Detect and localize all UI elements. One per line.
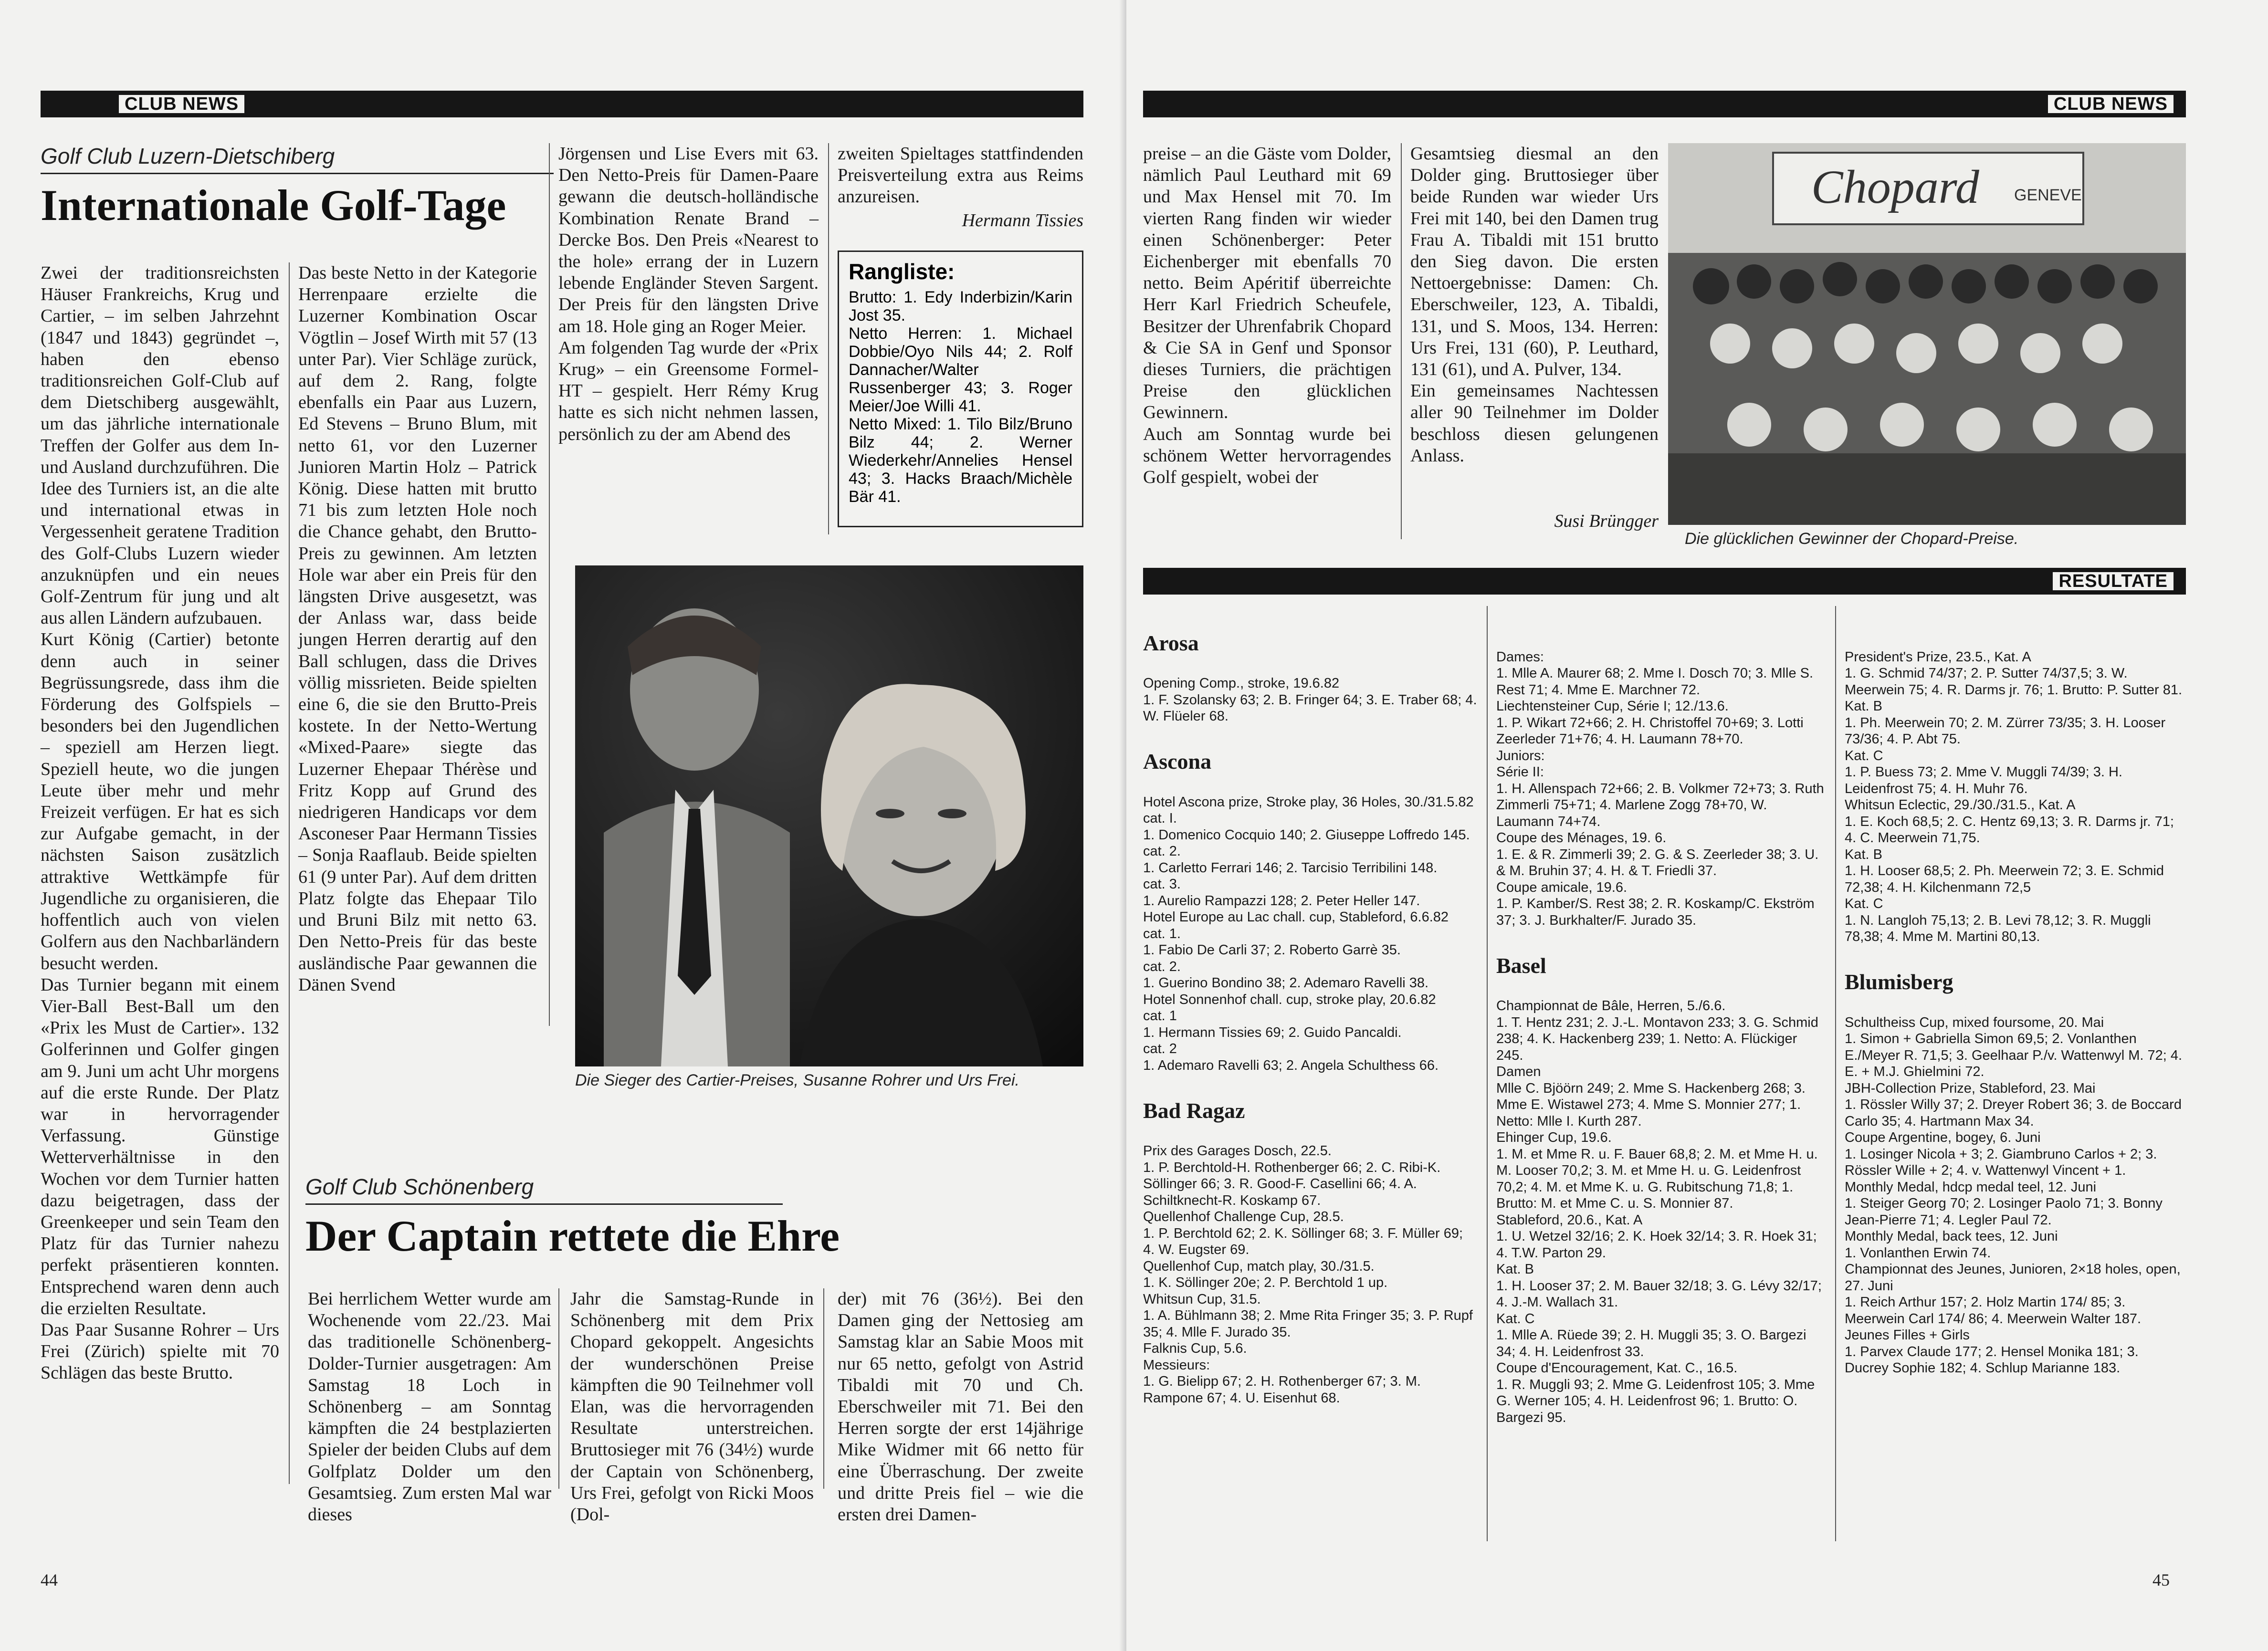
club-heading: Blumisberg (1845, 970, 1953, 994)
story-continuation-column-2: Gesamtsieg diesmal an den Dolder ging. Bruttosieger über beide Runden war wieder Urs Frei mit 140, bei den Damen trug Frau A. Tibaldi mit 151 brutto den Sieg davon. Die ersten Nettoergebnisse: Damen: Ch. Eberschweiler, 123, A. Tibaldi, 131, und S. Moos, 134. Herren: Urs Frei, 131 (60), P. Leuthard, 131 (61), und A. Pulver, 134. Ein gemeinsames Nachtessen aller 90 Teilnehmer im Dolder beschloss diesen gelungenen Anlass. (1410, 144, 1659, 466)
byline: Hermann Tissies (962, 210, 1083, 230)
column-rule (1835, 606, 1836, 1541)
page-number: 45 (2152, 1570, 2170, 1589)
story-kicker: Golf Club Luzern-Dietschiberg (41, 144, 335, 168)
club-news-bar (1143, 91, 2186, 117)
left-page (0, 0, 1126, 1651)
story-column-1: Bei herrlichem Wetter wurde am Wochenende vom 22./23. Mai das traditionelle Schönenberg-Dolder-Turnier ausgetragen: Am Samstag 18 Loch in Schönenberg – am Sonntag kämpften die 24 bestplazierten Spieler der beiden Clubs auf dem Golfplatz Dolder um den Gesamtsieg. Zum ersten Mal war dieses (308, 1289, 551, 1525)
story-column-2: Das beste Netto in der Kategorie Herrenpaare erzielte die Luzerner Kombination Oscar Vögtlin – Josef Wirth mit 57 (13 unter Par). Vier Schläge zurück, auf dem 2. Rang, folgte ebenfalls ein Paar aus Luzern, Ed Stevens – Bruno Blum, mit netto 61, vor den Luzerner Junioren Martin Holz – Patrick König. Diese hatten mit brutto 71 bis zum letzten Hole noch die Chance gehabt, den Brutto-Preis zu gewinnen. Am letzten Hole war aber ein Preis für den längsten Drive ausgesetzt, was der Anlass war, dass beide jungen Herren derartig auf den Ball schlugen, dass die Drives völlig missrieten. Beide spielten eine 6, die sie den Brutto-Preis kostete. In der Netto-Wertung «Mixed-Paare» siegte das Luzerner Ehepaar Thérèse und Fritz Kopp auf Grund des niedrigeren Handicaps vor dem Asconeser Paar Hermann Tissies – Sonja Raaflaub. Beide spielten 61 (9 unter Par). Auf dem dritten Platz folgte das Ehepaar Tilo und Bruni Bilz mit netto 63. Den Netto-Preis für das beste ausländische Paar gewannen die Dänen Svend (298, 263, 537, 995)
section-tag: CLUB NEWS (117, 93, 246, 115)
story-column-3: Jörgensen und Lise Evers mit 63. Den Netto-Preis für Damen-Paare gewann die deutsch-holländische Kombination Renate Brand – Dercke Bos. Den Preis «Nearest to the hole» errang der in Luzern lebende Engländer Steven Sargent. Der Preis für den längsten Drive am 18. Hole ging an Roger Meier. Am folgenden Tag wurde der «Prix Krug» – ein Greensome Formel- HT – gespielt. Herr Rémy Krug hatte es sich nicht nehmen lassen, persönlich zu der am Abend des (558, 144, 819, 444)
club-heading: Arosa (1143, 630, 1199, 655)
photo-caption: Die Sieger des Cartier-Preises, Susanne Rohrer und Urs Frei. (575, 1071, 1019, 1089)
kicker-rule (305, 1203, 783, 1205)
story-continuation-column-1: preise – an die Gäste vom Dolder, nämlich Paul Leuthard mit 69 und Max Hensel mit 70. Im vierten Rang finden wir wieder einen Schönenberger: Peter Eichenberger mit ebenfalls 70 netto. Beim Apéritif überreichte Herr Karl Friedrich Scheufele, Besitzer der Uhrenfabrik Chopard & Cie SA in Genf und Sponsor dieses Turniers, die prächtigen Preise den glücklichen Gewinnern. Auch am Sonntag wurde bei schönem Wetter hervorragendes Golf gespielt, wobei der (1143, 144, 1391, 488)
column-rule (828, 143, 829, 534)
club-results: Prix des Garages Dosch, 22.5. 1. P. Berchtold-H. Rothenberger 66; 2. C. Ribi-K. Söllinger 66; 3. R. Good-F. Casellini 66; 4. A. Schiltknecht-R. Koskamp 67. Quellenhof Challenge Cup, 28.5. 1. P. Berchtold 62; 2. K. Söllinger 68; 3. F. Müller 69; 4. W. Eugster 69. Quellenhof Cup, match play, 30./31.5. 1. K. Söllinger 20e; 2. P. Berchtold 1 up. Whitsun Cup, 31.5. 1. A. Bühlmann 38; 2. Mme Rita Fringer 35; 3. P. Rupf 35; 4. Mlle F. Jurado 35. Falknis Cup, 5.6. Messieurs: 1. G. Bielipp 67; 2. H. Rothenberger 67; 3. M. Rampone 67; 4. U. Eisenhut 68. (1143, 1143, 1473, 1406)
right-page (1126, 0, 2268, 1651)
column-rule (558, 1288, 559, 1489)
section-tag: CLUB NEWS (2046, 93, 2175, 115)
story-column-3: der) mit 76 (36½). Bei den Damen ging der Nettosieg am Samstag klar an Sabie Moos mit nur 65 netto, gefolgt von Astrid Tibaldi mit 70 und Ch. Eberschweiler mit 71. Bei den Herren sorgte der erst 14jährige Mike Widmer mit 66 netto für eine Überraschung. Der zweite und dritte Preis fiel – wie die ersten drei Damen- (838, 1289, 1083, 1525)
photo-sign-subtext: GENEVE (2014, 186, 2082, 204)
photo-illustration (575, 565, 1083, 1066)
results-column-2 (1496, 632, 1826, 1442)
club-results: Opening Comp., stroke, 19.6.82 1. F. Szolansky 63; 2. B. Fringer 64; 3. E. Traber 68; 4. W. Flüeler 68. (1143, 676, 1477, 724)
photo-illustration (1668, 143, 2186, 525)
club-heading: Basel (1496, 953, 1546, 978)
column-rule (289, 262, 290, 1484)
column-rule (1487, 606, 1488, 1541)
section-tag: RESULTATE (2051, 570, 2175, 592)
rangliste-title: Rangliste: (849, 259, 955, 284)
photo-sign-text: Chopard (1811, 160, 1979, 213)
club-results: Schultheiss Cup, mixed foursome, 20. Mai 1. Simon + Gabriella Simon 69,5; 2. Vonlanthen E./Meyer R. 71,5; 3. Geelhaar P./v. Wattenwyl M. 72; 4. E. + M.J. Ghielmini 72. JBH-Collection Prize, Stableford, 23. Mai 1. Rössler Willy 37; 2. Dreyer Robert 36; 3. de Boccard Carlo 35; 4. Hartmann Max 34. Coupe Argentine, bogey, 6. Juni 1. Losinger Nicola + 3; 2. Giambruno Carlos + 2; 3. Rössler Wille + 2; 4. v. Wattenwyl Vincent + 1. Monthly Medal, hdcp medal teel, 12. Juni 1. Steiger Georg 70; 2. Losinger Paolo 71; 3. Bonny Jean-Pierre 71; 4. Legler Paul 72. Monthly Medal, back tees, 12. Juni 1. Vonlanthen Erwin 74. Championnat des Jeunes, Junioren, 2×18 holes, open, 27. Juni 1. Reich Arthur 157; 2. Holz Martin 174/ 85; 3. Meerwein Carl 174/ 86; 4. Meerwein Walter 187. Jeunes Filles + Girls 1. Parvex Claude 177; 2. Hensel Monika 181; 3. Ducrey Sophie 182; 4. Schlup Marianne 183. (1845, 1014, 2183, 1376)
column-rule (823, 1288, 824, 1489)
byline: Susi Brüngger (1554, 511, 1659, 531)
story-column-1: Zwei der traditionsreichsten Häuser Frankreichs, Krug und Cartier, – im selben Jahrzehnt (1847 und 1843) gegründet –, haben den ebenso traditionsreichen Golf-Club auf dem Dietschiberg ausgewählt, um das jährliche internationale Treffen der Golfer aus dem In- und Ausland durchzuführen. Die Idee des Turniers ist, an die alte und international etwas in Vergessenheit geratene Tradition des Golf-Clubs Luzern wieder anzuknüpfen und ein neues Golf-Zentrum für jung und alt aus allen Ländern aufzubauen. Kurt König (Cartier) betonte denn auch in seiner Begrüssungsrede, dass ihm die Förderung des Golfspiels – besonders bei den Jugendlichen – speziell am Herzen liegt. Speziell heute, wo die jungen Leute über mehr und mehr Freizeit verfügen. Er hat es sich zur Aufgabe gemacht, in der nächsten Saison zusätzlich attraktive Wettkämpfe für Jugendliche zu organisieren, die hoffentlich auch von vielen Golfern aus den Nachbarländern besucht werden. Das Turnier begann mit einem Vier-Ball Best-Ball um den «Prix les Must de Cartier». 132 Golferinnen und Golfer gingen am 9. Juni um acht Uhr morgens auf die erste Runde. Der Platz war in hervorragender Verfassung. Günstige Wetterverhältnisse in den Wochen vor dem Turnier hatten dazu beigetragen, dass der Greenkeeper und sein Team den Platz für das Turnier nahezu perfekt präsentieren konnten. Entsprechend waren denn auch die erzielten Resultate. Das Paar Susanne Rohrer – Urs Frei (Zürich) spielte mit 70 Schlägen das beste Brutto. (41, 263, 279, 1383)
rangliste-box (838, 251, 1083, 527)
cartier-winners-photo (575, 565, 1083, 1066)
page-number: 44 (41, 1570, 58, 1589)
story-headline: Der Captain rettete die Ehre (305, 1212, 840, 1260)
kicker-rule (41, 173, 554, 174)
resultate-bar (1143, 568, 2186, 595)
club-news-bar (41, 91, 1083, 117)
club-heading: Ascona (1143, 749, 1212, 773)
club-results: Dames: 1. Mlle A. Maurer 68; 2. Mme I. Dosch 70; 3. Mlle S. Rest 71; 4. Mme E. Marchner 72. Liechtensteiner Cup, Série I; 12./13.6. 1. P. Wikart 72+66; 2. H. Christoffel 70+69; 3. Lotti Zeerleder 71+76; 4. H. Laumann 78+70. Juniors: Série II: 1. H. Allenspach 72+66; 2. B. Volkmer 72+73; 3. Ruth Zimmerli 75+71; 4. Marlene Zogg 78+70, W. Laumann 74+74. Coupe des Ménages, 19. 6. 1. E. & R. Zimmerli 39; 2. G. & S. Zeerleder 38; 3. U. & M. Bruhin 37; 4. H. & T. Friedli 37. Coupe amicale, 19.6. 1. P. Kamber/S. Rest 38; 2. R. Koskamp/C. Ekström 37; 3. J. Burkhalter/F. Jurado 35. (1496, 649, 1824, 928)
results-column-1 (1143, 606, 1477, 1423)
club-results: President's Prize, 23.5., Kat. A 1. G. Schmid 74/37; 2. P. Sutter 74/37,5; 3. W. Meerwein 75; 4. R. Darms jr. 76; 1. Brutto: P. Sutter 81. Kat. B 1. Ph. Meerwein 70; 2. M. Zürrer 73/35; 3. H. Looser 73/36; 4. P. Abt 75. Kat. C 1. P. Buess 73; 2. Mme V. Muggli 74/39; 3. H. Leidenfrost 75; 4. H. Muhr 76. Whitsun Eclectic, 29./30./31.5., Kat. A 1. E. Koch 68,5; 2. C. Hentz 69,13; 3. R. Darms jr. 71; 4. C. Meerwein 71,75. Kat. B 1. H. Looser 68,5; 2. Ph. Meerwein 72; 3. E. Schmid 72,38; 4. H. Kilchenmann 72,5 Kat. C 1. N. Langloh 75,13; 2. B. Levi 78,12; 3. R. Muggli 78,38; 4. Mme M. Martini 80,13. (1845, 649, 2183, 944)
story-headline: Internationale Golf-Tage (41, 181, 506, 230)
club-heading: Bad Ragaz (1143, 1098, 1245, 1123)
results-column-3 (1845, 632, 2186, 1393)
column-rule (1401, 143, 1402, 539)
club-results: Championnat de Bâle, Herren, 5./6.6. 1. T. Hentz 231; 2. J.-L. Montavon 233; 3. G. Schmid 238; 4. K. Hackenberg 239; 1. Netto: A. Flückiger 245. Damen Mlle C. Bjöörn 249; 2. Mme S. Hackenberg 268; 3. Mme E. Wistawel 273; 4. Mme S. Monnier 277; 1. Netto: Mlle I. Kurth 287. Ehinger Cup, 19.6. 1. M. et Mme R. u. F. Bauer 68,8; 2. M. et Mme H. u. M. Looser 70,2; 3. M. et Mme H. u. G. Leidenfrost 70,2; 4. M. et Mme K. u. G. Rubitschung 71,8; 1. Brutto: M. et Mme C. u. S. Monnier 87. Stableford, 20.6., Kat. A 1. U. Wetzel 32/16; 2. K. Hoek 32/14; 3. R. Hoek 31; 4. T.W. Parton 29. Kat. B 1. H. Looser 37; 2. M. Bauer 32/18; 3. G. Lévy 32/17; 4. J.-M. Wallach 31. Kat. C 1. Mlle A. Rüede 39; 2. H. Muggli 35; 3. O. Bargezi 34; 4. H. Leidenfrost 33. Coupe d'Encouragement, Kat. C., 16.5. 1. R. Muggli 93; 2. Mme G. Leidenfrost 105; 3. Mme G. Werner 105; 4. H. Leidenfrost 96; 1. Brutto: O. Bargezi 95. (1496, 998, 1822, 1425)
photo-caption: Die glücklichen Gewinner der Chopard-Preise. (1685, 530, 2019, 548)
chopard-winners-photo (1668, 143, 2186, 525)
story-column-2: Jahr die Samstag-Runde in Schönenberg mit dem Prix Chopard gekoppelt. Angesichts der wunderschönen Preise kämpften die 90 Teilnehmer voll Elan, was die hervorragenden Resultate unterstreichen. Bruttosieger mit 76 (34½) wurde der Captain von Schönenberg, Urs Frei, gefolgt von Ricki Moos (Dol- (570, 1289, 814, 1525)
rangliste-body: Brutto: 1. Edy Inderbizin/Karin Jost 35. Netto Herren: 1. Michael Dobbie/Oyo Nils 44; 2. Rolf Dannacher/Walter Russenberger 43; 3. Roger Meier/Joe Willi 41. Netto Mixed: 1. Tilo Bilz/Bruno Bilz 44; 2. Werner Wiederkehr/Annelies Hensel 43; 3. Hacks Braach/Michèle Bär 41. (849, 288, 1072, 506)
column-rule (549, 143, 550, 1026)
story-kicker: Golf Club Schönenberg (305, 1174, 534, 1199)
story-column-4: zweiten Spieltages stattfindenden Preisverteilung extra aus Reims anzureisen. (838, 144, 1083, 207)
club-results: Hotel Ascona prize, Stroke play, 36 Holes, 30./31.5.82 cat. I. 1. Domenico Cocquio 140; 2. Giuseppe Loffredo 145. cat. 2. 1. Carletto Ferrari 146; 2. Tarcisio Terribilini 148. cat. 3. 1. Aurelio Rampazzi 128; 2. Peter Heller 147. Hotel Europe au Lac chall. cup, Stableford, 6.6.82 cat. 1. 1. Fabio De Carli 37; 2. Roberto Garrè 35. cat. 2. 1. Guerino Bondino 38; 2. Ademaro Ravelli 38. Hotel Sonnenhof chall. cup, stroke play, 20.6.82 cat. 1 1. Hermann Tissies 69; 2. Guido Pancaldi. cat. 2 1. Ademaro Ravelli 63; 2. Angela Schulthess 66. (1143, 794, 1474, 1073)
